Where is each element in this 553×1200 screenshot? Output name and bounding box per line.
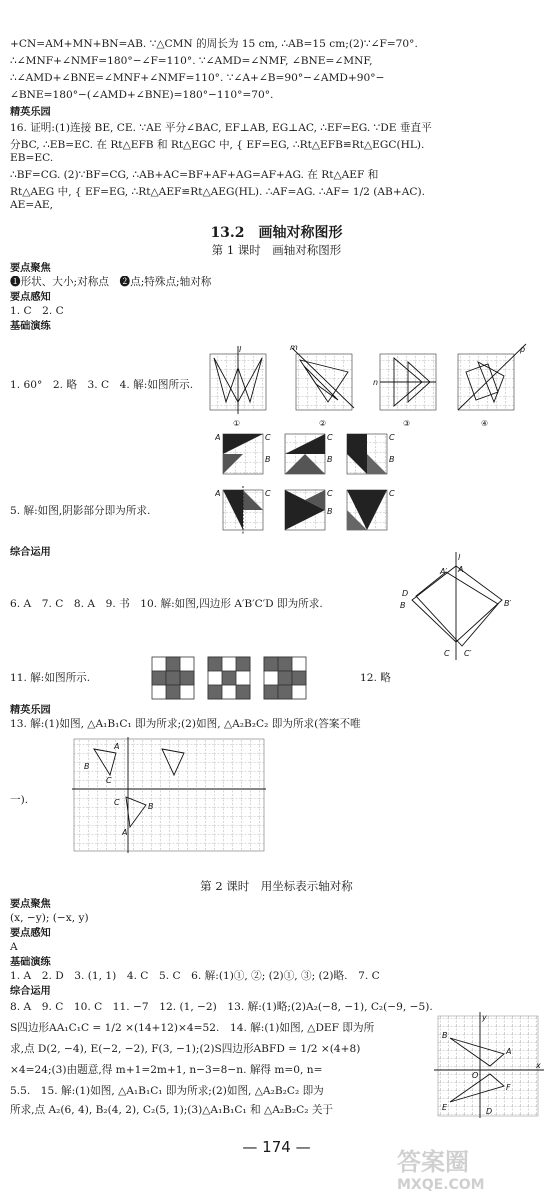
- text-line: 1. C 2. C: [10, 305, 64, 317]
- q14-figure: [432, 1010, 548, 1122]
- q13-figure: [70, 735, 270, 855]
- text-line: 13. 解:(1)如图, △A₁B₁C₁ 即为所求;(2)如图, △A₂B₂C₂ 即为所求(答案不唯: [10, 718, 361, 730]
- label-B-prime: B′: [504, 599, 512, 608]
- label-A-prime: A′: [440, 567, 448, 576]
- label-C: C: [265, 433, 271, 442]
- label-m: m: [290, 343, 298, 352]
- label-c3: ③: [403, 419, 411, 428]
- text-line: 11. 解:如图所示.: [10, 672, 91, 684]
- label-B: B: [400, 601, 406, 610]
- q10-figure: [400, 550, 520, 662]
- label-F: F: [506, 1083, 511, 1092]
- section-heading: 基础演练: [10, 957, 51, 968]
- q5-figure: [215, 432, 395, 536]
- section-heading: 综合运用: [10, 986, 51, 997]
- section-heading: 要点聚焦: [10, 263, 51, 274]
- label-E: E: [442, 1103, 448, 1112]
- label-c4: ④: [481, 419, 489, 428]
- label-C: C: [389, 489, 395, 498]
- text-line: ∴∠AMD+∠BNE=∠MNF+∠NMF=110°. ∵∠A+∠B=90°−∠AMD+90°−: [10, 72, 385, 84]
- label-C: C: [114, 798, 120, 807]
- text-line: 12. 略: [360, 672, 391, 684]
- text-line: 1. A 2. D 3. (1, 1) 4. C 5. C 6. 解:(1)①, ②; (2)①, ③; (2)略. 7. C: [10, 970, 380, 982]
- section-heading: 要点感知: [10, 292, 51, 303]
- label-D: D: [402, 589, 409, 598]
- label-A: A: [506, 1047, 512, 1056]
- label-B: B: [442, 1031, 448, 1040]
- label-A: A: [215, 433, 221, 442]
- label-n: n: [373, 378, 379, 387]
- text-line: S四边形AA₁C₁C = 1/2 ×(14+12)×4=52. 14. 解:(1)如图, △DEF 即为所: [10, 1022, 375, 1034]
- page-number: — 174 —: [242, 1138, 311, 1156]
- text-line: ∴BF=CG. (2)∵BF=CG, ∴AB+AC=BF+AF+AG=AF+AG. 在 Rt△AEF 和: [10, 169, 379, 181]
- label-l: l: [458, 553, 461, 562]
- text-line: A: [10, 941, 18, 953]
- watermark-text: 答案圈: [397, 1148, 469, 1176]
- label-p: p: [520, 345, 526, 354]
- section-heading: 精英乐园: [10, 107, 51, 118]
- text-line: ×4=24;(3)由题意,得 m+1=2m+1, n−3=8−n. 解得 m=0, n=: [10, 1064, 323, 1076]
- label-c1: ①: [233, 419, 241, 428]
- text-line: AE=AE,: [10, 199, 54, 211]
- label-B: B: [389, 455, 395, 464]
- label-B: B: [327, 455, 333, 464]
- lesson-title: 第 2 课时 用坐标表示轴对称: [200, 879, 353, 893]
- watermark-url: MXQE.COM: [397, 1177, 485, 1193]
- text-line: 一).: [10, 794, 29, 806]
- text-line: 所求,点 A₂(6, 4), B₂(4, 2), C₂(5, 1);(3)△A₁B₁C₁ 和 △A₂B₂C₂ 关于: [10, 1104, 334, 1116]
- label-B: B: [265, 455, 271, 464]
- label-A: A: [215, 489, 221, 498]
- text-line: 6. A 7. C 8. A 9. 书 10. 解:如图,四边形 A′B′C′D 即为所求.: [10, 598, 323, 610]
- label-A: A: [122, 828, 128, 837]
- text-line: ∴∠MNF+∠NMF=180°−∠F=110°. ∵∠AMD=∠NMF, ∠BNE=∠MNF,: [10, 55, 373, 67]
- text-line: +CN=AM+MN+BN=AB. ∵△CMN 的周长为 15 cm, ∴AB=15 cm;(2)∵∠F=70°.: [10, 38, 418, 50]
- text-line: 1. 60° 2. 略 3. C 4. 解:如图所示.: [10, 379, 194, 391]
- text-line: 8. A 9. C 10. C 11. −7 12. (1, −2) 13. 解:(1)略;(2)A₂(−8, −1), C₂(−9, −5).: [10, 1001, 433, 1013]
- label-A: A: [114, 742, 120, 751]
- label-A: A: [458, 565, 464, 574]
- text-line: ∠BNE=180°−(∠AMD+∠BNE)=180°−110°=70°.: [10, 89, 274, 101]
- q4-figure: [208, 342, 538, 432]
- text-line: (x, −y); (−x, y): [10, 912, 89, 924]
- label-D: D: [486, 1107, 493, 1116]
- q11-figure: [150, 655, 340, 703]
- label-C: C: [444, 649, 450, 658]
- lesson-title: 第 1 课时 画轴对称图形: [211, 243, 342, 257]
- label-C: C: [106, 776, 112, 785]
- section-heading: 要点感知: [10, 928, 51, 939]
- text-line: 分BC, ∴EB=EC. 在 Rt△EFB 和 Rt△EGC 中, { EF=EG, ∴Rt△EFB≌Rt△EGC(HL).: [10, 139, 425, 151]
- label-c2: ②: [319, 419, 327, 428]
- section-heading: 精英乐园: [10, 705, 51, 716]
- section-heading: 基础演练: [10, 321, 51, 332]
- text-line: Rt△AEG 中, { EF=EG, ∴Rt△AEF≌Rt△AEG(HL). ∴AF=AG. ∴AF= 1/2 (AB+AC).: [10, 186, 425, 198]
- text-line: ❶形状、大小;对称点 ❷点;特殊点;轴对称: [10, 276, 212, 288]
- label-B: B: [148, 802, 154, 811]
- text-line: 16. 证明:(1)连接 BE, CE. ∵AE 平分∠BAC, EF⊥AB, EG⊥AC, ∴EF=EG. ∵DE 垂直平: [10, 122, 432, 134]
- watermark-logo: [397, 1142, 547, 1194]
- label-l: l: [239, 345, 242, 354]
- label-B: B: [327, 507, 333, 516]
- label-C: C: [265, 489, 271, 498]
- label-C: C: [389, 433, 395, 442]
- text-line: 求,点 D(2, −4), E(−2, −2), F(3, −1);(2)S四边形ABFD = 1/2 ×(4+8): [10, 1043, 361, 1055]
- label-x: x: [536, 1061, 541, 1070]
- label-y: y: [482, 1013, 487, 1022]
- text-line: 5. 解:如图,阴影部分即为所求.: [10, 505, 151, 517]
- label-O: O: [472, 1071, 479, 1080]
- section-heading: 要点聚焦: [10, 899, 51, 910]
- section-heading: 综合运用: [10, 547, 51, 558]
- label-C-prime: C′: [464, 649, 472, 658]
- section-title: 13.2 画轴对称图形: [210, 225, 343, 241]
- label-C: C: [327, 433, 333, 442]
- label-C: C: [327, 489, 333, 498]
- label-B: B: [84, 762, 90, 771]
- text-line: EB=EC.: [10, 152, 54, 164]
- text-line: 5.5. 15. 解:(1)如图, △A₁B₁C₁ 即为所求;(2)如图, △A₂B₂C₂ 即为: [10, 1085, 324, 1097]
